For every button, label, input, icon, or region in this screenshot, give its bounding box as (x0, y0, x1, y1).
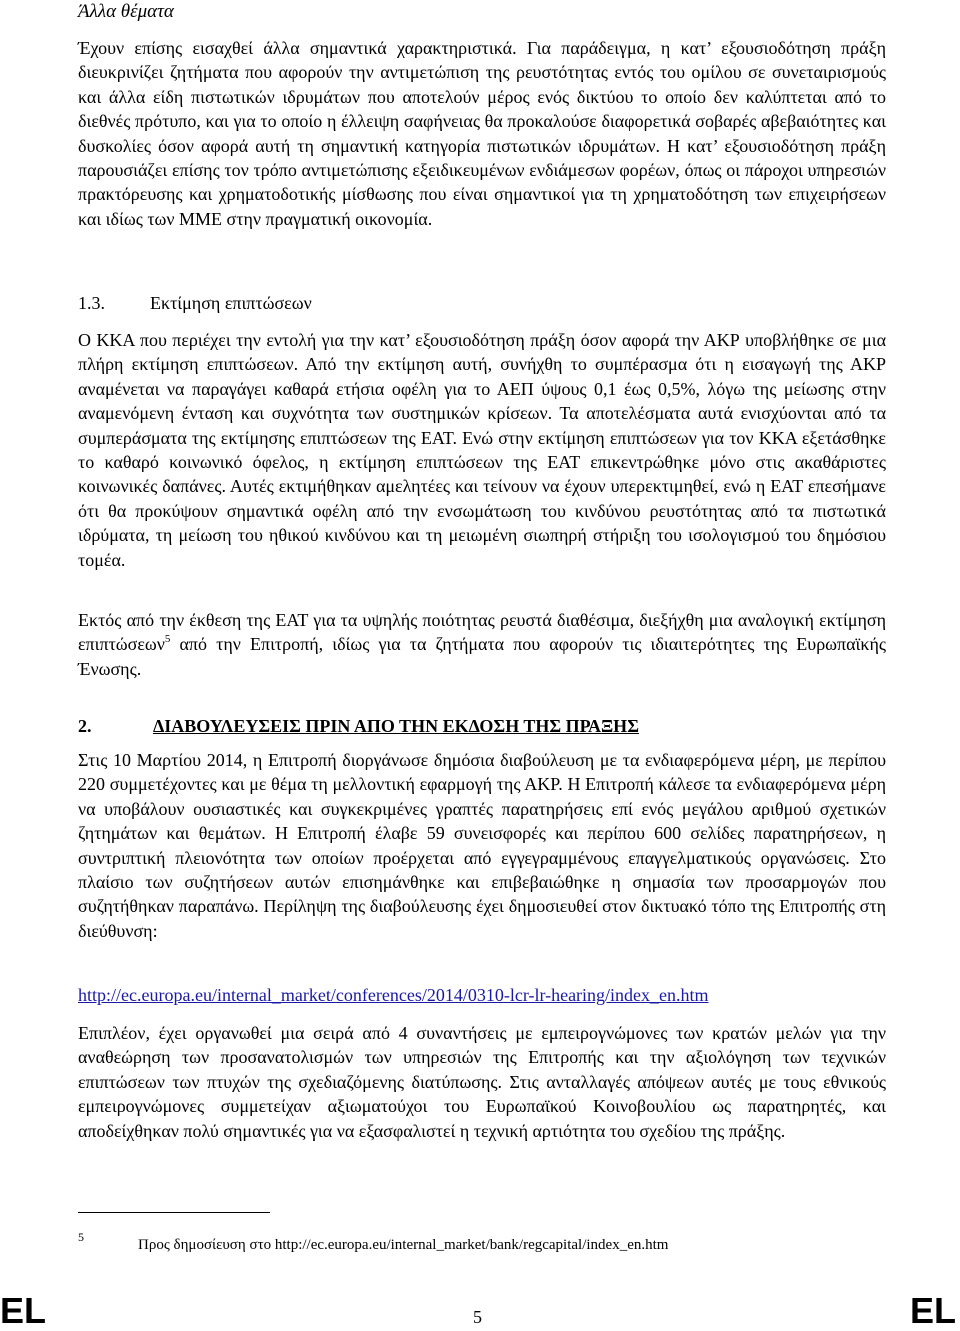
footnote-reference[interactable]: 5 (164, 633, 171, 646)
subsection-title: Εκτίμηση επιπτώσεων (150, 293, 312, 313)
subsection-number: 1.3. (78, 293, 105, 313)
footnote-divider (78, 1212, 270, 1213)
footer-page-number: 5 (473, 1307, 482, 1327)
section-title: ΔΙΑΒΟΥΛΕΥΣΕΙΣ ΠΡΙΝ ΑΠΟ ΤΗΝ ΕΚΔΟΣΗ ΤΗΣ ΠΡΑΞΗΣ (153, 716, 639, 736)
section-number: 2. (78, 716, 92, 736)
paragraph-expert-meetings: Επιπλέον, έχει οργανωθεί μια σειρά από 4 συναντήσεις με εμπειρογνώμονες των κρατών μελών για την αναθεώρηση των προσανατολισμών των υπηρεσιών της Επιτροπής και την αξιολόγηση των τεχνικών επιπτώσεων των πτυχών της σχεδιαζόμενης διατύπωσης. Στις ανταλλαγές απόψεων αυτές με τους εθνικούς εμπειρογνώμονες συμμετείχαν αξιωματούχοι του Ευρωπαϊκού Κοινοβουλίου ως παρατηρητές, και αποδείχθηκαν πολύ σημαντικές για να εξασφαλιστεί η τεχνική αρτιότητα του σχεδίου της πράξης. (78, 1023, 886, 1141)
section-heading-other-issues: Άλλα θέματα (78, 1, 174, 22)
subsection-heading (78, 291, 312, 315)
section-heading-consultations (78, 714, 639, 738)
paragraph-text-before-footnote: Εκτός από την έκθεση της ΕΑΤ για τα υψηλής ποιότητας ρευστά διαθέσιμα, διεξήχθη μια αναλογική εκτίμηση επιπτώσεων (78, 610, 886, 655)
consultation-url-link[interactable]: http://ec.europa.eu/internal_market/conferences/2014/0310-lcr-lr-hearing/index_en.htm (78, 985, 709, 1005)
paragraph-public-consultation: Στις 10 Μαρτίου 2014, η Επιτροπή διοργάνωσε δημόσια διαβούλευση με τα ενδιαφερόμενα μέρη, με περίπου 220 συμμετέχοντες και με θέμα τη μελλοντική εφαρμογή της ΑΚΡ. Η Επιτροπή κάλεσε τα ενδιαφερόμενα μέρη να υποβάλουν ουσιαστικές και συγκεκριμένες γραπτές παρατηρήσεις επί ενός μεγάλου αριθμού σχετικών ζητημάτων και θεμάτων. Η Επιτροπή έλαβε 59 συνεισφορές και περίπου 600 σελίδες παρατηρήσεων, η συντριπτική πλειονότητα των οποίων προέρχεται από εγγεγραμμένους επαγγελματικούς οργανώσεις. Στο πλαίσιο των συζητήσεων αυτών επισημάνθηκε και επιβεβαιώθηκε η σημασία των προσαρμογών που συζητήθηκαν παραπάνω. Περίληψη της διαβούλευσης έχει δημοσιευθεί στον δικτυακό τόπο της Επιτροπής στη διεύθυνση: (78, 750, 886, 941)
paragraph-other-features: Έχουν επίσης εισαχθεί άλλα σημαντικά χαρακτηριστικά. Για παράδειγμα, η κατ’ εξουσιοδότηση πράξη διευκρινίζει ζητήματα που αφορούν την αντιμετώπιση της ρευστότητας εντός του ομίλου σε συνεταιρισμούς και άλλα είδη πιστωτικών ιδρυμάτων που αποτελούν μέρος ενός δικτύου το οποίο δεν καλύπτεται από το διεθνές πρότυπο, και για το οποίο η έλλειψη σαφήνειας θα προκαλούσε διαφορετικά σοβαρές αβεβαιότητες και δυσκολίες όσον αφορά αυτή τη σημαντική κατηγορία πιστωτικών ιδρυμάτων. Η κατ’ εξουσιοδότηση πράξη παρουσιάζει επίσης τον τρόπο αντιμετώπισης εξειδικευμένων ενδιάμεσων φορέων, όπως οι πάροχοι υπηρεσιών πρακτόρευσης και χρηματοδοτικής μίσθωσης που είναι σημαντικοί για τη χρηματοδότηση των επιχειρήσεων και ιδίως των ΜΜΕ στην πραγματική οικονομία. (78, 38, 886, 229)
footnote-text: Προς δημοσίευση στο http://ec.europa.eu/internal_market/bank/regcapital/index_en.htm (138, 1237, 669, 1253)
footer-language-right: EL (909, 1290, 956, 1331)
footer-language-left: EL (0, 1290, 47, 1331)
paragraph-impact-assessment: Ο ΚΚΑ που περιέχει την εντολή για την κατ’ εξουσιοδότηση πράξη όσον αφορά την ΑΚΡ υποβλήθηκε σε μια πλήρη εκτίμηση επιπτώσεων. Από την εκτίμηση αυτή, συνήχθη το συμπέρασμα ότι η εισαγωγή της ΑΚΡ αναμένεται να παραγάγει καθαρά ετήσια οφέλη για το ΑΕΠ ύψους 0,1 έως 0,5%, λόγω της μείωσης στην αναμενόμενη ένταση και συχνότητα των συστημικών κρίσεων. Τα αποτελέσματα αυτά ενισχύονται από τα συμπεράσματα της εκτίμησης επιπτώσεων της ΕΑΤ. Ενώ στην εκτίμηση επιπτώσεων για τον ΚΚΑ εξετάσθηκε το καθαρό κοινωνικό όφελος, η εκτίμηση επιπτώσεων της ΕΑΤ επικεντρώθηκε μόνο στις ακαθάριστες κοινωνικές δαπάνες. Αυτές εκτιμήθηκαν αμελητέες και τείνουν να έχουν υπερεκτιμηθεί, ενώ η ΕΑΤ επεσήμανε ότι θα προκύψουν σημαντικά οφέλη από την ενσωμάτωση του κινδύνου ρευστότητας από τα πιστωτικά ιδρύματα, τη μείωση του ηθικού κινδύνου και τη μειωμένη σιωπηρή στήριξη του ισολογισμού του δημόσιου τομέα. (78, 330, 886, 570)
footnote-mark: 5 (78, 1230, 84, 1244)
paragraph-proportionate-assessment (78, 608, 886, 681)
paragraph-text-after-footnote: από την Επιτροπή, ιδίως για τα ζητήματα που αφορούν τις ιδιαιτερότητες της Ευρωπαϊκής Ένωσης. (78, 634, 886, 679)
